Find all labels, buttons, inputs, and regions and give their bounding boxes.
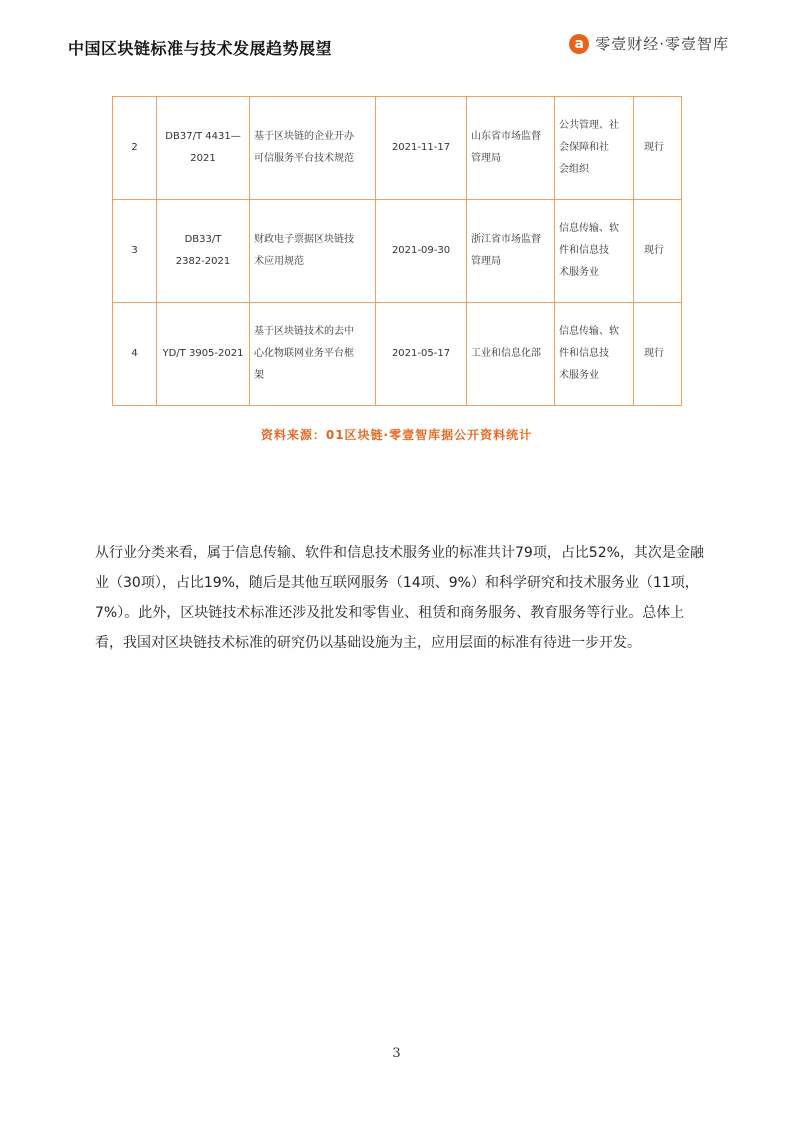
status-cell: 现行 <box>634 97 682 200</box>
department-line: 山东省市场监督 <box>471 131 541 142</box>
department-line: 浙江省市场监督 <box>471 234 541 245</box>
standards-table <box>112 96 682 406</box>
status-cell: 现行 <box>634 303 682 406</box>
industry-line: 会组织 <box>559 164 589 175</box>
standard-code-line: YD/T 3905-2021 <box>162 348 244 359</box>
industry-line: 术服务业 <box>559 267 599 278</box>
standard-code-cell <box>157 303 250 406</box>
standard-code-line: DB37/T 4431— <box>165 131 241 142</box>
industry-line: 信息传输、软 <box>559 326 619 337</box>
release-date-cell: 2021-11-17 <box>376 97 467 200</box>
release-date-cell: 2021-09-30 <box>376 200 467 303</box>
brand-name: 零壹财经·零壹智库 <box>595 35 729 53</box>
standard-code-cell <box>157 200 250 303</box>
department-cell <box>467 303 555 406</box>
standard-code-line: 2021 <box>190 153 216 164</box>
standard-code-line: DB33/T <box>184 234 222 245</box>
department-line: 管理局 <box>471 153 501 164</box>
row-number-cell: 3 <box>113 200 157 303</box>
industry-line: 件和信息技 <box>559 348 609 359</box>
table-row <box>113 97 682 200</box>
body-paragraph: 从行业分类来看，属于信息传输、软件和信息技术服务业的标准共计79项，占比52%，其次是金融业（30项），占比19%，随后是其他互联网服务（14项、9%）和科学研究和技术服务业（11项，7%）。此外，区块链技术标准还涉及批发和零售业、租赁和商务服务、教育服务等行业。总体上看，我国对区块链技术标准的研究仍以基础设施为主，应用层面的标准有待进一步开发。 <box>95 545 704 651</box>
department-line: 工业和信息化部 <box>471 348 541 359</box>
industry-cell <box>555 303 634 406</box>
industry-line: 会保障和社 <box>559 142 609 153</box>
standard-name-line: 可信服务平台技术规范 <box>254 153 354 164</box>
standard-name-line: 术应用规范 <box>254 256 304 267</box>
table-row <box>113 303 682 406</box>
standard-code-cell <box>157 97 250 200</box>
row-number-cell: 4 <box>113 303 157 406</box>
standard-name-cell <box>250 200 376 303</box>
brand-logo-icon: a <box>569 34 589 54</box>
standard-name-line: 心化物联网业务平台框 <box>254 348 354 359</box>
industry-cell <box>555 97 634 200</box>
status-cell: 现行 <box>634 200 682 303</box>
row-number-cell: 2 <box>113 97 157 200</box>
release-date-cell: 2021-05-17 <box>376 303 467 406</box>
department-line: 管理局 <box>471 256 501 267</box>
standard-name-cell <box>250 303 376 406</box>
industry-line: 信息传输、软 <box>559 223 619 234</box>
brand <box>569 33 729 54</box>
page-number: 3 <box>392 1046 401 1061</box>
source-note: 资料来源：01区块链·零壹智库据公开资料统计 <box>260 428 533 442</box>
standard-name-line: 基于区块链技术的去中 <box>254 326 354 337</box>
industry-line: 公共管理、社 <box>559 120 619 131</box>
department-cell <box>467 97 555 200</box>
department-cell <box>467 200 555 303</box>
standard-name-line: 财政电子票据区块链技 <box>254 234 354 245</box>
standard-name-cell <box>250 97 376 200</box>
document-title: 中国区块链标准与技术发展趋势展望 <box>68 39 333 58</box>
table-row <box>113 200 682 303</box>
standard-name-line: 基于区块链的企业开办 <box>254 131 354 142</box>
standard-code-line: 2382-2021 <box>175 256 231 267</box>
industry-cell <box>555 200 634 303</box>
industry-line: 件和信息技 <box>559 245 609 256</box>
industry-line: 术服务业 <box>559 370 599 381</box>
standard-name-line: 架 <box>254 370 264 381</box>
